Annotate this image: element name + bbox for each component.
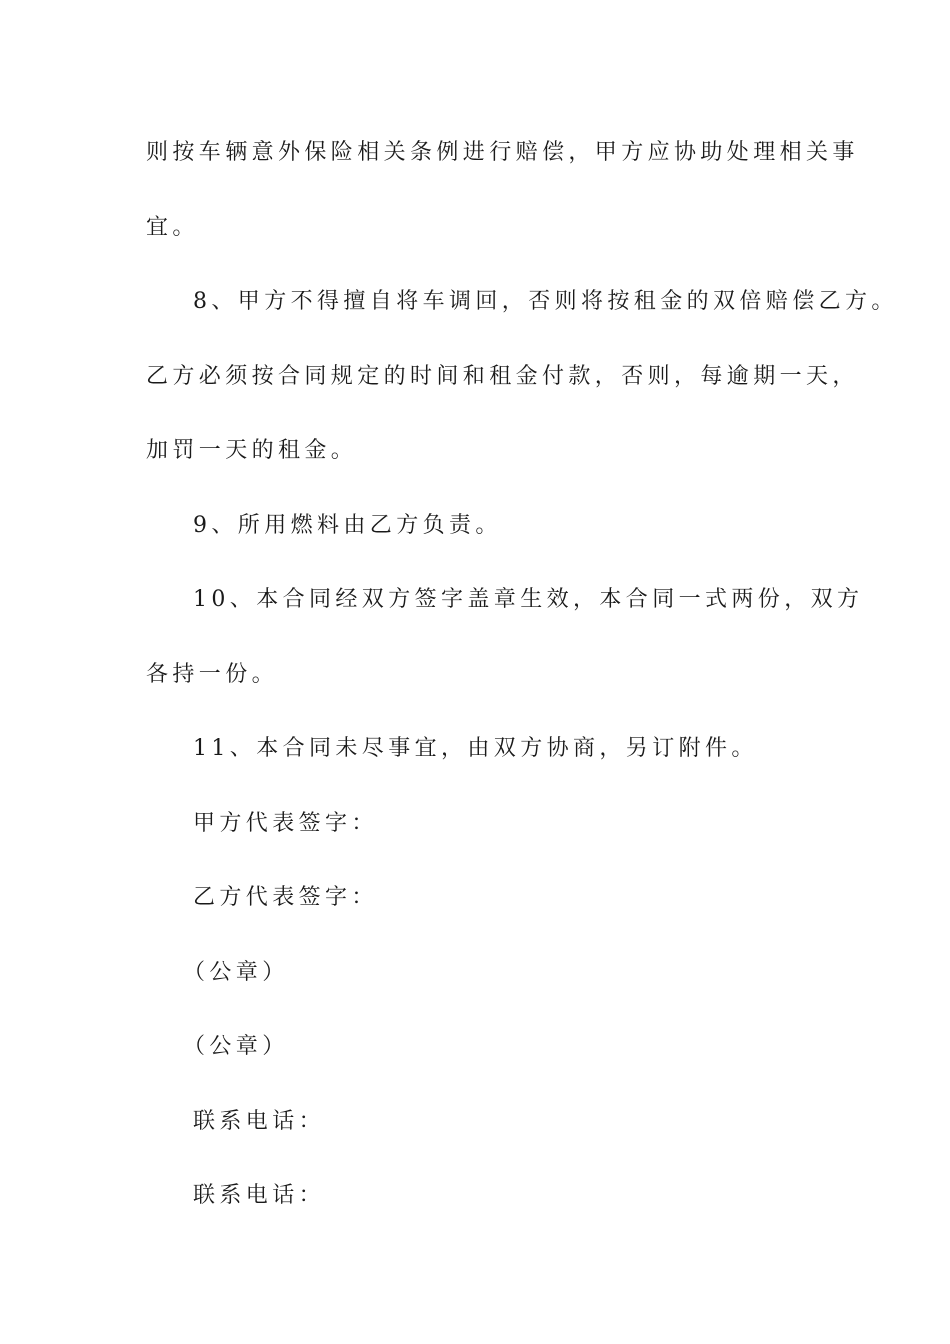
clause-7-continuation-line-2: 宜。 xyxy=(146,215,199,240)
party-b-signature-label: 乙方代表签字： xyxy=(193,885,378,910)
clause-7-continuation-line-1: 则按车辆意外保险相关条例进行赔偿，甲方应协助处理相关事 xyxy=(146,140,859,165)
party-a-signature-label: 甲方代表签字： xyxy=(193,811,378,836)
party-b-seal-label: （公章） xyxy=(183,1034,289,1059)
party-b-phone-label: 联系电话： xyxy=(193,1183,326,1208)
clause-8-line-1: 8、甲方不得擅自将车调回，否则将按租金的双倍赔偿乙方。 xyxy=(193,289,898,314)
clause-10-line-1: 10、本合同经双方签字盖章生效，本合同一式两份，双方 xyxy=(193,587,864,612)
party-a-phone-label: 联系电话： xyxy=(193,1109,326,1134)
party-a-seal-label: （公章） xyxy=(183,960,289,985)
clause-11: 11、本合同未尽事宜，由双方协商，另订附件。 xyxy=(193,736,758,761)
clause-10-line-2: 各持一份。 xyxy=(146,662,279,687)
clause-9: 9、所用燃料由乙方负责。 xyxy=(193,513,502,538)
clause-8-line-3: 加罚一天的租金。 xyxy=(146,438,358,463)
clause-8-line-2: 乙方必须按合同规定的时间和租金付款，否则，每逾期一天， xyxy=(146,364,859,389)
